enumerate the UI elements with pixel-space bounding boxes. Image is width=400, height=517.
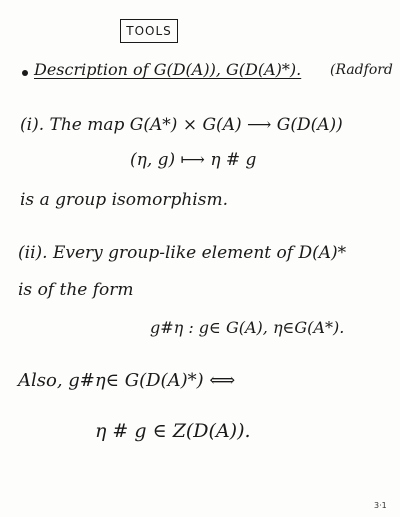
statement-i-conclusion: is a group isomorphism. — [20, 190, 228, 210]
also-statement: Also, g#η∈ G(D(A)*) ⟺ — [18, 370, 236, 391]
radford-reference: (Radford — [330, 62, 393, 78]
description-heading: Description of G(D(A)), G(D(A)*). — [34, 60, 302, 79]
statement-i-map: (i). The map G(A*) × G(A) ⟶ G(D(A)) — [20, 115, 343, 135]
bullet-icon — [22, 70, 28, 76]
center-statement: η # g ∈ Z(D(A)). — [95, 420, 251, 442]
statement-i-assignment: (η, g) ⟼ η # g — [130, 150, 257, 170]
tools-header-box: TOOLS — [120, 19, 178, 43]
statement-ii-formula: g#η : g∈ G(A), η∈G(A*). — [150, 318, 345, 337]
page-number: 3·1 — [374, 501, 387, 510]
statement-ii-form: is of the form — [18, 280, 134, 300]
statement-ii-claim: (ii). Every group-like element of D(A)* — [18, 243, 347, 263]
